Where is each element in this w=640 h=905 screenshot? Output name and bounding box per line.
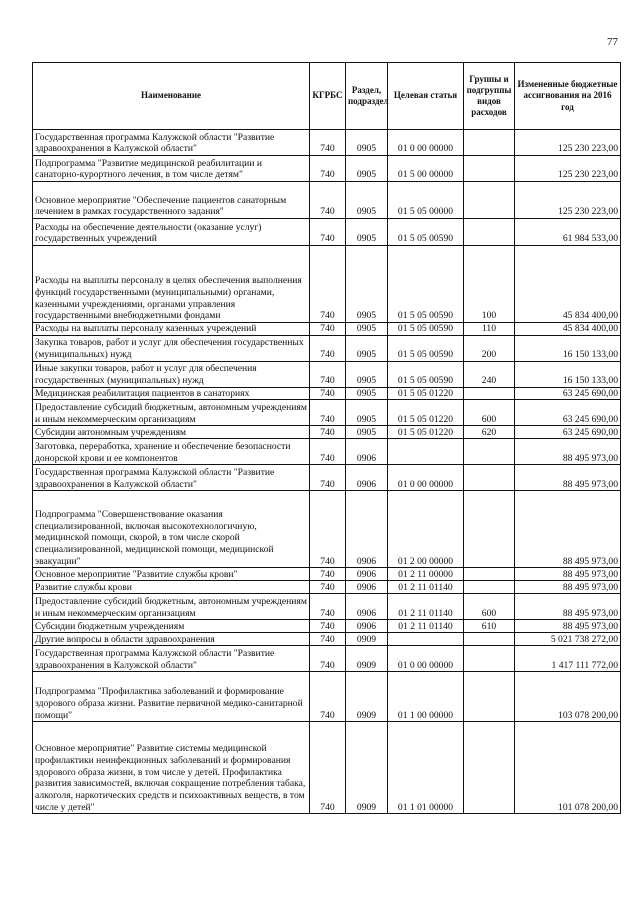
row-kgrbs: 740	[310, 323, 346, 336]
row-section: 0905	[346, 246, 388, 323]
row-group: 610	[464, 620, 515, 633]
row-group: 600	[464, 594, 515, 620]
row-kgrbs: 740	[310, 646, 346, 672]
row-section: 0905	[346, 335, 388, 361]
row-name: Государственная программа Калужской области "Развитие здравоохранения в Калужской области"	[33, 646, 310, 672]
table-row	[33, 182, 621, 219]
row-group	[464, 219, 515, 246]
row-section: 0905	[346, 361, 388, 387]
row-target: 01 5 05 00590	[388, 246, 464, 323]
row-section: 0909	[346, 633, 388, 646]
row-name: Субсидии бюджетным учреждениям	[33, 620, 310, 633]
row-target: 01 0 00 00000	[388, 646, 464, 672]
row-target	[388, 633, 464, 646]
row-group	[464, 182, 515, 219]
row-amount: 63 245 690,00	[515, 400, 621, 426]
row-name: Подпрограмма "Профилактика заболеваний и формирование здорового образа жизни. Развитие первичной медико-санитарной помощи"	[33, 672, 310, 722]
row-group: 240	[464, 361, 515, 387]
row-kgrbs: 740	[310, 439, 346, 465]
row-target: 01 5 05 00590	[388, 361, 464, 387]
table-header-row	[33, 63, 621, 130]
row-amount: 5 021 738 272,00	[515, 633, 621, 646]
row-name: Основное мероприятие "Развитие службы крови"	[33, 568, 310, 581]
row-name: Основное мероприятие "Обеспечение пациентов санаторным лечением в рамках государственного задания"	[33, 182, 310, 219]
row-target: 01 5 05 01220	[388, 387, 464, 400]
row-group	[464, 646, 515, 672]
row-kgrbs: 740	[310, 465, 346, 491]
row-group	[464, 633, 515, 646]
row-group: 110	[464, 323, 515, 336]
row-target: 01 2 11 01140	[388, 620, 464, 633]
row-kgrbs: 740	[310, 581, 346, 594]
table-row	[33, 620, 621, 633]
row-group: 200	[464, 335, 515, 361]
row-target: 01 0 00 00000	[388, 465, 464, 491]
row-amount: 63 245 690,00	[515, 426, 621, 439]
row-target: 01 5 05 00000	[388, 182, 464, 219]
row-kgrbs: 740	[310, 620, 346, 633]
row-name: Основное мероприятие" Развитие системы медицинской профилактики неинфекционных заболеваний и формирования здорового образа жизни, в том числе у детей. Профилактика развития зависимостей, включая сокращение потребления табака, алкоголя, наркотических средств и психоактивных веществ, в том числе у детей"	[33, 722, 310, 814]
row-amount: 103 078 200,00	[515, 672, 621, 722]
table-row	[33, 465, 621, 491]
table-row	[33, 156, 621, 182]
row-kgrbs: 740	[310, 400, 346, 426]
row-target: 01 2 11 01140	[388, 594, 464, 620]
row-kgrbs: 740	[310, 361, 346, 387]
row-name: Субсидии автономным учреждениям	[33, 426, 310, 439]
row-target: 01 5 05 01220	[388, 426, 464, 439]
row-name: Заготовка, переработка, хранение и обеспечение безопасности донорской крови и ее компонентов	[33, 439, 310, 465]
row-name: Расходы на выплаты персоналу казенных учреждений	[33, 323, 310, 336]
row-amount: 16 150 133,00	[515, 361, 621, 387]
row-section: 0906	[346, 439, 388, 465]
row-target: 01 5 00 00000	[388, 156, 464, 182]
row-name: Развитие службы крови	[33, 581, 310, 594]
row-name: Предоставление субсидий бюджетным, автономным учреждениям и иным некоммерческим организациям	[33, 400, 310, 426]
row-amount: 88 495 973,00	[515, 568, 621, 581]
header-kgrbs: КГРБС	[310, 63, 346, 130]
row-target: 01 5 05 00590	[388, 335, 464, 361]
table-row	[33, 361, 621, 387]
row-name: Другие вопросы в области здравоохранения	[33, 633, 310, 646]
row-name: Подпрограмма "Развитие медицинской реабилитации и санаторно-курортного лечения, в том числе детям"	[33, 156, 310, 182]
row-amount: 45 834 400,00	[515, 323, 621, 336]
row-group	[464, 568, 515, 581]
row-amount: 88 495 973,00	[515, 439, 621, 465]
row-section: 0906	[346, 491, 388, 568]
row-name: Предоставление субсидий бюджетным, автономным учреждениям и иным некоммерческим организациям	[33, 594, 310, 620]
row-group	[464, 465, 515, 491]
row-name: Подпрограмма "Совершенствование оказания специализированной, включая высокотехнологичную, медицинской помощи, скорой, в том числе скорой специализированной, медицинской помощи, медицинской эвакуации"	[33, 491, 310, 568]
row-target: 01 2 11 00000	[388, 568, 464, 581]
table-row	[33, 400, 621, 426]
row-group	[464, 672, 515, 722]
row-amount: 88 495 973,00	[515, 581, 621, 594]
table-row	[33, 491, 621, 568]
row-target: 01 5 05 01220	[388, 400, 464, 426]
budget-table	[32, 62, 621, 814]
row-kgrbs: 740	[310, 182, 346, 219]
row-name: Расходы на обеспечение деятельности (оказание услуг) государственных учреждений	[33, 219, 310, 246]
row-kgrbs: 740	[310, 246, 346, 323]
row-group	[464, 722, 515, 814]
row-section: 0905	[346, 426, 388, 439]
row-section: 0906	[346, 594, 388, 620]
row-group	[464, 156, 515, 182]
row-group: 100	[464, 246, 515, 323]
row-name: Расходы на выплаты персоналу в целях обеспечения выполнения функций государственными (муниципальными) органами, казенными учреждениями, органами управления государственными внебюджетными фондами	[33, 246, 310, 323]
row-kgrbs: 740	[310, 426, 346, 439]
row-section: 0906	[346, 568, 388, 581]
row-amount: 88 495 973,00	[515, 620, 621, 633]
row-target: 01 0 00 00000	[388, 130, 464, 156]
row-name: Медицинская реабилитация пациентов в санаториях	[33, 387, 310, 400]
row-group	[464, 130, 515, 156]
row-kgrbs: 740	[310, 722, 346, 814]
row-target: 01 2 00 00000	[388, 491, 464, 568]
row-section: 0909	[346, 646, 388, 672]
header-section: Раздел, подраздел	[346, 63, 388, 130]
table-row	[33, 568, 621, 581]
header-amount: Измененные бюджетные ассигнования на 2016 год	[515, 63, 621, 130]
row-amount: 1 417 111 772,00	[515, 646, 621, 672]
row-section: 0905	[346, 400, 388, 426]
row-name: Государственная программа Калужской области "Развитие здравоохранения в Калужской области"	[33, 465, 310, 491]
row-kgrbs: 740	[310, 491, 346, 568]
row-name: Закупка товаров, работ и услуг для обеспечения государственных (муниципальных) нужд	[33, 335, 310, 361]
row-kgrbs: 740	[310, 633, 346, 646]
row-section: 0905	[346, 387, 388, 400]
row-kgrbs: 740	[310, 335, 346, 361]
row-group	[464, 439, 515, 465]
header-groups: Группы и подгруппы видов расходов	[464, 63, 515, 130]
row-section: 0906	[346, 465, 388, 491]
row-name: Государственная программа Калужской области "Развитие здравоохранения в Калужской области"	[33, 130, 310, 156]
row-section: 0905	[346, 323, 388, 336]
row-amount: 61 984 533,00	[515, 219, 621, 246]
table-row	[33, 323, 621, 336]
row-section: 0905	[346, 219, 388, 246]
row-amount: 16 150 133,00	[515, 335, 621, 361]
row-group	[464, 491, 515, 568]
row-target	[388, 439, 464, 465]
row-kgrbs: 740	[310, 594, 346, 620]
table-row	[33, 633, 621, 646]
row-target: 01 2 11 01140	[388, 581, 464, 594]
table-row	[33, 581, 621, 594]
row-name: Иные закупки товаров, работ и услуг для обеспечения государственных (муниципальных) нужд	[33, 361, 310, 387]
page-number: 77	[607, 36, 618, 48]
row-kgrbs: 740	[310, 219, 346, 246]
row-amount: 125 230 223,00	[515, 156, 621, 182]
header-name: Наименование	[33, 63, 310, 130]
table-row	[33, 335, 621, 361]
row-kgrbs: 740	[310, 387, 346, 400]
row-amount: 88 495 973,00	[515, 465, 621, 491]
table-row	[33, 387, 621, 400]
row-section: 0905	[346, 130, 388, 156]
row-target: 01 1 00 00000	[388, 672, 464, 722]
row-kgrbs: 740	[310, 156, 346, 182]
table-row	[33, 646, 621, 672]
table-row	[33, 594, 621, 620]
table-row	[33, 130, 621, 156]
row-kgrbs: 740	[310, 130, 346, 156]
header-target: Целевая статья	[388, 63, 464, 130]
row-amount: 45 834 400,00	[515, 246, 621, 323]
row-target: 01 5 05 00590	[388, 323, 464, 336]
table-row	[33, 439, 621, 465]
row-section: 0906	[346, 620, 388, 633]
row-amount: 101 078 200,00	[515, 722, 621, 814]
table-row	[33, 426, 621, 439]
row-kgrbs: 740	[310, 568, 346, 581]
row-section: 0906	[346, 581, 388, 594]
row-section: 0909	[346, 672, 388, 722]
row-kgrbs: 740	[310, 672, 346, 722]
row-section: 0909	[346, 722, 388, 814]
row-amount: 63 245 690,00	[515, 387, 621, 400]
row-amount: 88 495 973,00	[515, 491, 621, 568]
row-group: 600	[464, 400, 515, 426]
row-target: 01 1 01 00000	[388, 722, 464, 814]
row-amount: 88 495 973,00	[515, 594, 621, 620]
row-section: 0905	[346, 182, 388, 219]
table-row	[33, 219, 621, 246]
table-row	[33, 722, 621, 814]
row-section: 0905	[346, 156, 388, 182]
row-amount: 125 230 223,00	[515, 182, 621, 219]
row-group	[464, 581, 515, 594]
table-row	[33, 672, 621, 722]
row-target: 01 5 05 00590	[388, 219, 464, 246]
table-row	[33, 246, 621, 323]
row-group: 620	[464, 426, 515, 439]
row-amount: 125 230 223,00	[515, 130, 621, 156]
row-group	[464, 387, 515, 400]
